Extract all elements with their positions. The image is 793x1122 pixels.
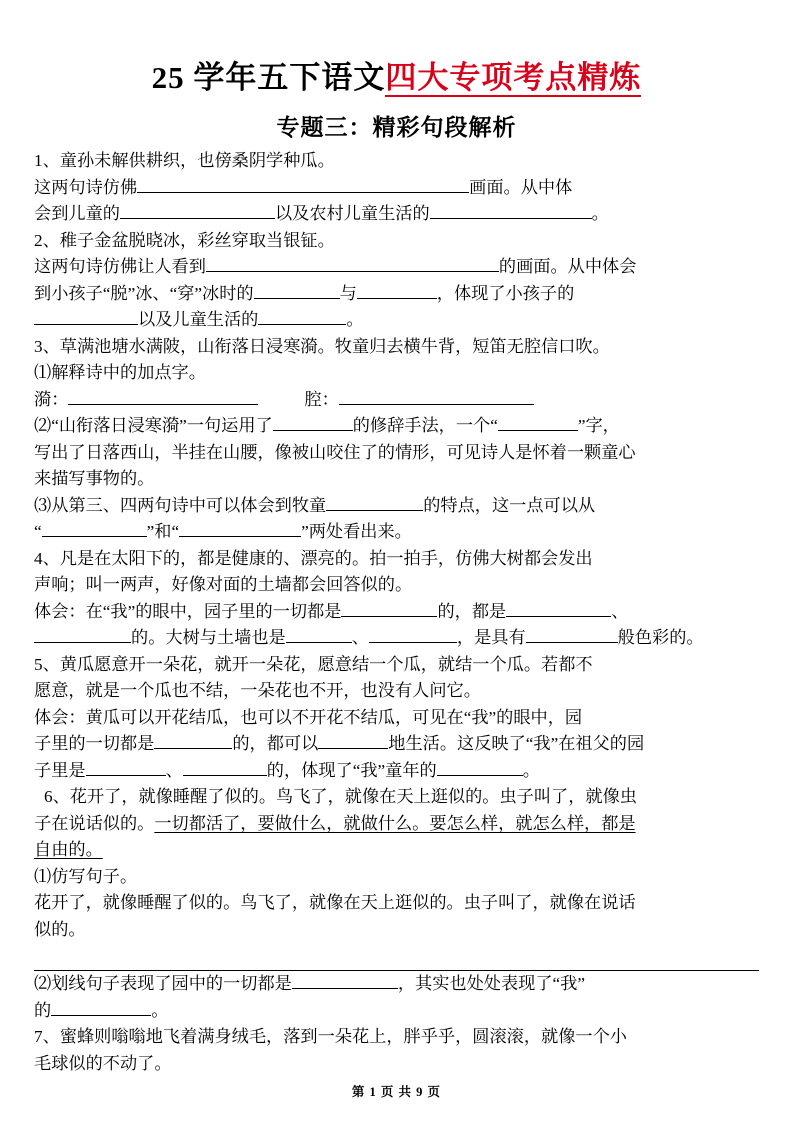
question-1-line-1: 这两句诗仿佛 画面。从中体 xyxy=(34,175,759,202)
question-3-sub-1-blanks: 漪： 腔： xyxy=(34,387,759,414)
answer-blank[interactable] xyxy=(292,971,398,989)
question-5-answer-line-3: 子里是 、 的，体现了“我”童年的 。 xyxy=(34,758,759,785)
question-3-sub-2-line-1: ⑵“山衔落日浸寒漪”一句运用了 的修辞手法，一个“ ”字， xyxy=(34,413,759,440)
answer-blank[interactable] xyxy=(86,758,166,776)
underlined-sentence-cont: 自由的。 xyxy=(34,840,103,859)
question-7-stem-line-2: 毛球似的不动了。 xyxy=(34,1053,172,1073)
answer-blank[interactable] xyxy=(506,599,611,617)
question-5-stem-line-2: 愿意，就是一个瓜也不结，一朵花也不开，也没有人问它。 xyxy=(34,681,481,700)
answer-blank[interactable] xyxy=(273,413,353,431)
question-3-sub-3-line-1: ⑶从第三、四两句诗中可以体会到牧童 的特点，这一点可以从 xyxy=(34,493,759,520)
question-4-stem-line-1: 4、凡是在太阳下的，都是健康的、漂亮的。拍一拍手，仿佛大树都会发出 xyxy=(34,548,593,568)
question-2-line-3: 以及儿童生活的 。 xyxy=(34,307,759,334)
answer-blank[interactable] xyxy=(258,307,346,325)
question-7-stem-line-1: 7、蜜蜂则嗡嗡地飞着满身绒毛，落到一朵花上，胖乎乎，圆滚滚，就像一个小 xyxy=(34,1027,627,1046)
question-6-sub-2-line-1: ⑵划线句子表现了园中的一切都是 ，其实也处处表现了“我” xyxy=(34,971,759,998)
answer-blank[interactable] xyxy=(357,281,437,299)
question-3-sub-2-line-3: 来描写事物的。 xyxy=(34,469,155,488)
question-2-line-1: 这两句诗仿佛让人看到 的画面。从中体会 xyxy=(34,254,759,281)
page-footer: 第 1 页 共 9 页 xyxy=(351,1085,442,1099)
question-6-sub-1: ⑴仿写句子。 xyxy=(34,866,138,886)
answer-blank[interactable] xyxy=(254,281,340,299)
question-6-sub-1-sample-1: 花开了，就像睡醒了似的。鸟飞了，就像在天上逛似的。虫子叫了，就像在说话 xyxy=(34,893,636,912)
question-3-stem: 3、草满池塘水满陂，山衔落日浸寒漪。牧童归去横牛背，短笛无腔信口吹。 xyxy=(34,336,610,356)
answer-blank[interactable] xyxy=(526,625,618,643)
answer-blank[interactable] xyxy=(437,758,523,776)
title-red-part: 四大专项考点精炼 xyxy=(385,60,642,95)
question-4-answer-line-1: 体会：在“我”的眼中，园子里的一切都是 的，都是 、 xyxy=(34,599,759,626)
answer-blank[interactable] xyxy=(120,201,275,219)
worksheet-body xyxy=(34,148,759,1077)
answer-blank[interactable] xyxy=(137,175,469,193)
answer-blank[interactable] xyxy=(498,413,578,431)
answer-blank[interactable] xyxy=(286,625,352,643)
answer-blank[interactable] xyxy=(183,758,267,776)
answer-blank[interactable] xyxy=(318,731,388,749)
answer-blank[interactable] xyxy=(206,254,499,272)
answer-blank[interactable] xyxy=(430,201,592,219)
question-2-line-2: 到小孩子“脱”冰、“穿”冰时的 与 ，体现了小孩子的 xyxy=(34,281,759,308)
page-title xyxy=(34,52,759,97)
question-3-sub-2-line-2: 写出了日落西山，半挂在山腰，像被山咬住了的情形，可见诗人是怀着一颗童心 xyxy=(34,442,636,462)
title-black-part: 25 学年五下语文 xyxy=(151,60,386,95)
question-2-stem: 2、稚子金盆脱晓冰，彩丝穿取当银钲。 xyxy=(34,230,335,250)
answer-blank[interactable] xyxy=(68,387,258,405)
question-6-stem-line-3 xyxy=(34,837,759,864)
question-5-answer-line-1: 体会：黄瓜可以开花结瓜，也可以不开花不结瓜，可见在“我”的眼中，园 xyxy=(34,707,583,727)
question-6-sub-2-line-2: 的 。 xyxy=(34,998,759,1025)
answer-blank[interactable] xyxy=(34,625,131,643)
question-1-line-2: 会到儿童的 以及农村儿童生活的 。 xyxy=(34,201,759,228)
underlined-sentence: 一切都活了，要做什么，就做什么。要怎么样，就怎么样，都是 xyxy=(154,813,636,833)
answer-blank[interactable] xyxy=(179,519,301,537)
question-5-answer-line-2: 子里的一切都是 的，都可以 地生活。这反映了“我”在祖父的园 xyxy=(34,731,759,758)
answer-blank[interactable] xyxy=(326,493,423,511)
question-3-sub-1: ⑴解释诗中的加点字。 xyxy=(34,363,206,382)
answer-blank[interactable] xyxy=(51,998,151,1016)
question-4-stem-line-2: 声响；叫一两声，好像对面的土墙都会回答似的。 xyxy=(34,575,413,594)
question-4-answer-line-2: 的。大树与土墙也是 、 ，是具有 般色彩的。 xyxy=(34,625,759,652)
answer-blank[interactable] xyxy=(369,625,457,643)
page-subtitle: 专题三：精彩句段解析 xyxy=(276,115,517,140)
answer-blank[interactable] xyxy=(154,731,232,749)
answer-blank[interactable] xyxy=(42,519,147,537)
question-3-sub-3-line-2: “ ”和“ ”两处看出来。 xyxy=(34,519,759,546)
question-6-stem-line-1: 6、花开了，就像睡醒了似的。鸟飞了，就像在天上逛似的。虫子叫了，就像虫 xyxy=(44,787,637,806)
answer-blank[interactable] xyxy=(339,387,534,405)
question-6-sub-1-sample-2: 似的。 xyxy=(34,919,86,939)
answer-blank[interactable] xyxy=(34,307,138,325)
answer-blank[interactable] xyxy=(341,599,437,617)
question-1-stem: 1、童孙未解供耕织，也傍桑阴学种瓜。 xyxy=(34,151,335,170)
question-5-stem-line-1: 5、黄瓜愿意开一朵花，就开一朵花，愿意结一个瓜，就结一个瓜。若都不 xyxy=(34,654,593,674)
writing-line[interactable] xyxy=(34,945,759,971)
question-6-stem-line-2: 子在说话似的。一切都活了，要做什么，就做什么。要怎么样，就怎么样，都是 xyxy=(34,813,636,833)
